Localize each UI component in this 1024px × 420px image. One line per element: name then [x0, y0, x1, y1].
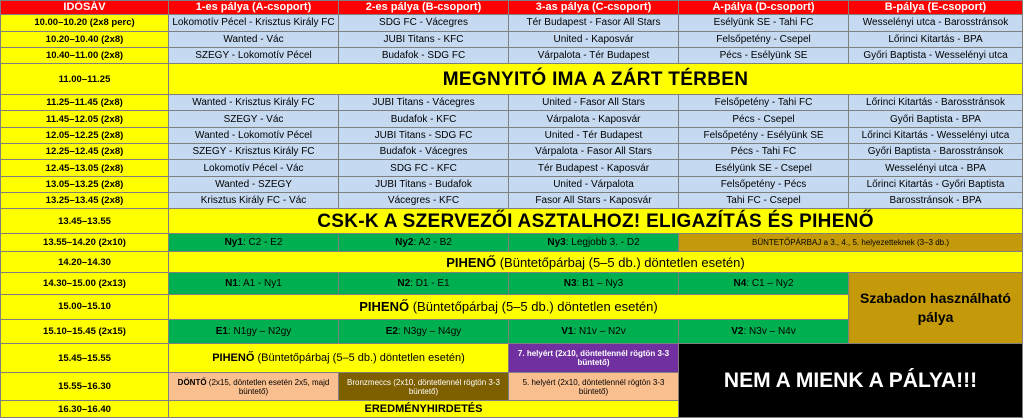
ny-row — [1, 233, 1023, 251]
match-cell: Lőrinci Kitartás - Wesselényi utca — [849, 127, 1023, 143]
table-row — [1, 144, 1023, 160]
fifth-place-cell: 5. helyért (2x10, döntetlennél rögtön 3-3 büntető) — [509, 372, 679, 401]
time-cell: 10.40–11.00 (2x8) — [1, 47, 169, 63]
ny1-cell: Ny1: C2 - E2 — [169, 233, 339, 251]
briefing-banner: CSK-K A SZERVEZŐI ASZTALHOZ! ELIGAZÍTÁS ÉS PIHENŐ — [169, 209, 1023, 234]
match-cell: Esélyünk SE - Tahi FC — [679, 15, 849, 31]
match-cell: JUBI Titans - KFC — [339, 31, 509, 47]
table-row — [1, 176, 1023, 192]
time-cell: 12.45–13.05 (2x8) — [1, 160, 169, 176]
match-cell: Győri Baptista - BPA — [849, 111, 1023, 127]
court-a-header: A-pálya (D-csoport) — [679, 1, 849, 15]
match-cell: Várpalota - Tér Budapest — [509, 47, 679, 63]
match-cell: SDG FC - Vácegres — [339, 15, 509, 31]
results-banner: EREDMÉNYHIRDETÉS — [169, 401, 679, 418]
match-cell: Budafok - Vácegres — [339, 144, 509, 160]
time-cell: 14.20–14.30 — [1, 252, 169, 272]
rest-row — [1, 344, 1023, 373]
rest-banner: PIHENŐ (Büntetőpárbaj (5–5 db.) döntetlen esetén) — [169, 295, 849, 320]
time-cell: 13.05–13.25 (2x8) — [1, 176, 169, 192]
time-cell: 15.10–15.45 (2x15) — [1, 319, 169, 344]
e2-cell: E2: N3gy – N4gy — [339, 319, 509, 344]
rest-banner: PIHENŐ (Büntetőpárbaj (5–5 db.) döntetlen esetén) — [169, 252, 1023, 272]
match-cell: Felsőpetény - Esélyünk SE — [679, 127, 849, 143]
time-cell: 16.30–16.40 — [1, 401, 169, 418]
free-court-cell: Szabadon használható pálya — [849, 272, 1023, 344]
opening-row — [1, 64, 1023, 95]
match-cell: Budafok - KFC — [339, 111, 509, 127]
penalty-shootout-cell: BÜNTETŐPÁRBAJ a 3., 4., 5. helyezetteknek (3–3 db.) — [679, 233, 1023, 251]
match-cell: Tahi FC - Csepel — [679, 193, 849, 209]
time-cell: 15.00–15.10 — [1, 295, 169, 320]
match-cell: SZEGY - Vác — [169, 111, 339, 127]
v1-cell: V1: N1v – N2v — [509, 319, 679, 344]
briefing-row — [1, 209, 1023, 234]
match-cell: Lokomotív Pécel - Vác — [169, 160, 339, 176]
match-cell: Krisztus Király FC - Vác — [169, 193, 339, 209]
time-cell: 11.00–11.25 — [1, 64, 169, 95]
match-cell: Budafok - SDG FC — [339, 47, 509, 63]
match-cell: SDG FC - KFC — [339, 160, 509, 176]
time-cell: 15.45–15.55 — [1, 344, 169, 373]
match-cell: SZEGY - Lokomotív Pécel — [169, 47, 339, 63]
time-cell: 13.55–14.20 (2x10) — [1, 233, 169, 251]
match-cell: Felsőpetény - Pécs — [679, 176, 849, 192]
match-cell: United - Várpalota — [509, 176, 679, 192]
match-cell: Győri Baptista - Wesselényi utca — [849, 47, 1023, 63]
match-cell: Wanted - Lokomotív Pécel — [169, 127, 339, 143]
match-cell: Lőrinci Kitartás - BPA — [849, 31, 1023, 47]
time-cell: 13.45–13.55 — [1, 209, 169, 234]
match-cell: Várpalota - Fasor All Stars — [509, 144, 679, 160]
time-cell: 10.20–10.40 (2x8) — [1, 31, 169, 47]
table-row — [1, 193, 1023, 209]
n4-cell: N4: C1 – Ny2 — [679, 272, 849, 294]
n-row — [1, 272, 1023, 294]
ny2-cell: Ny2: A2 - B2 — [339, 233, 509, 251]
time-header: IDŐSÁV — [1, 1, 169, 15]
match-cell: Wesselényi utca - BPA — [849, 160, 1023, 176]
match-cell: Wesselényi utca - Barosstránsok — [849, 15, 1023, 31]
ny3-cell: Ny3: Legjobb 3. - D2 — [509, 233, 679, 251]
time-cell: 15.55–16.30 — [1, 372, 169, 401]
match-cell: Esélyünk SE - Csepel — [679, 160, 849, 176]
match-cell: Lőrinci Kitartás - Győri Baptista — [849, 176, 1023, 192]
match-cell: United - Tér Budapest — [509, 127, 679, 143]
match-cell: United - Fasor All Stars — [509, 94, 679, 110]
match-cell: SZEGY - Krisztus Király FC — [169, 144, 339, 160]
seventh-place-cell: 7. helyért (2x10, döntetlennél rögtön 3-3 büntető) — [509, 344, 679, 373]
match-cell: Wanted - SZEGY — [169, 176, 339, 192]
table-row — [1, 15, 1023, 31]
n1-cell: N1: A1 - Ny1 — [169, 272, 339, 294]
match-cell: JUBI Titans - Vácegres — [339, 94, 509, 110]
match-cell: Felsőpetény - Csepel — [679, 31, 849, 47]
match-cell: Barosstránsok - BPA — [849, 193, 1023, 209]
time-cell: 12.05–12.25 (2x8) — [1, 127, 169, 143]
time-cell: 14.30–15.00 (2x13) — [1, 272, 169, 294]
e1-cell: E1: N1gy – N2gy — [169, 319, 339, 344]
court-b-header: B-pálya (E-csoport) — [849, 1, 1023, 15]
opening-banner: MEGNYITÓ IMA A ZÁRT TÉRBEN — [169, 64, 1023, 95]
time-cell: 11.45–12.05 (2x8) — [1, 111, 169, 127]
table-row — [1, 127, 1023, 143]
match-cell: Lőrinci Kitartás - Barosstránsok — [849, 94, 1023, 110]
table-row — [1, 160, 1023, 176]
table-row — [1, 111, 1023, 127]
match-cell: Fasor All Stars - Kaposvár — [509, 193, 679, 209]
time-cell: 13.25–13.45 (2x8) — [1, 193, 169, 209]
match-cell: Felsőpetény - Tahi FC — [679, 94, 849, 110]
match-cell: Pécs - Tahi FC — [679, 144, 849, 160]
rest-row — [1, 252, 1023, 272]
court-3-header: 3-as pálya (C-csoport) — [509, 1, 679, 15]
match-cell: Vácegres - KFC — [339, 193, 509, 209]
match-cell: Várpalota - Kaposvár — [509, 111, 679, 127]
match-cell: Wanted - Krisztus Király FC — [169, 94, 339, 110]
rest-banner: PIHENŐ (Büntetőpárbaj (5–5 db.) döntetlen esetén) — [169, 344, 509, 373]
match-cell: Tér Budapest - Fasor All Stars — [509, 15, 679, 31]
match-cell: Pécs - Csepel — [679, 111, 849, 127]
match-cell: Wanted - Vác — [169, 31, 339, 47]
header-row — [1, 1, 1023, 15]
match-cell: Lokomotív Pécel - Krisztus Király FC — [169, 15, 339, 31]
table-row — [1, 47, 1023, 63]
bronze-match-cell: Bronzmeccs (2x10, döntetlennél rögtön 3-3 büntető) — [339, 372, 509, 401]
match-cell: Pécs - Esélyünk SE — [679, 47, 849, 63]
match-cell: Tér Budapest - Kaposvár — [509, 160, 679, 176]
n2-cell: N2: D1 - E1 — [339, 272, 509, 294]
n3-cell: N3: B1 – Ny3 — [509, 272, 679, 294]
court-1-header: 1-es pálya (A-csoport) — [169, 1, 339, 15]
time-cell: 12.25–12.45 (2x8) — [1, 144, 169, 160]
match-cell: JUBI Titans - Budafok — [339, 176, 509, 192]
not-ours-banner: NEM A MIENK A PÁLYA!!! — [679, 344, 1023, 418]
match-cell: Győri Baptista - Barosstránsok — [849, 144, 1023, 160]
table-row — [1, 31, 1023, 47]
final-cell: DÖNTŐ (2x15, döntetlen esetén 2x5, majd büntető) — [169, 372, 339, 401]
table-row — [1, 94, 1023, 110]
v2-cell: V2: N3v – N4v — [679, 319, 849, 344]
match-cell: JUBI Titans - SDG FC — [339, 127, 509, 143]
time-cell: 10.00–10.20 (2x8 perc) — [1, 15, 169, 31]
court-2-header: 2-es pálya (B-csoport) — [339, 1, 509, 15]
time-cell: 11.25–11.45 (2x8) — [1, 94, 169, 110]
match-cell: United - Kaposvár — [509, 31, 679, 47]
